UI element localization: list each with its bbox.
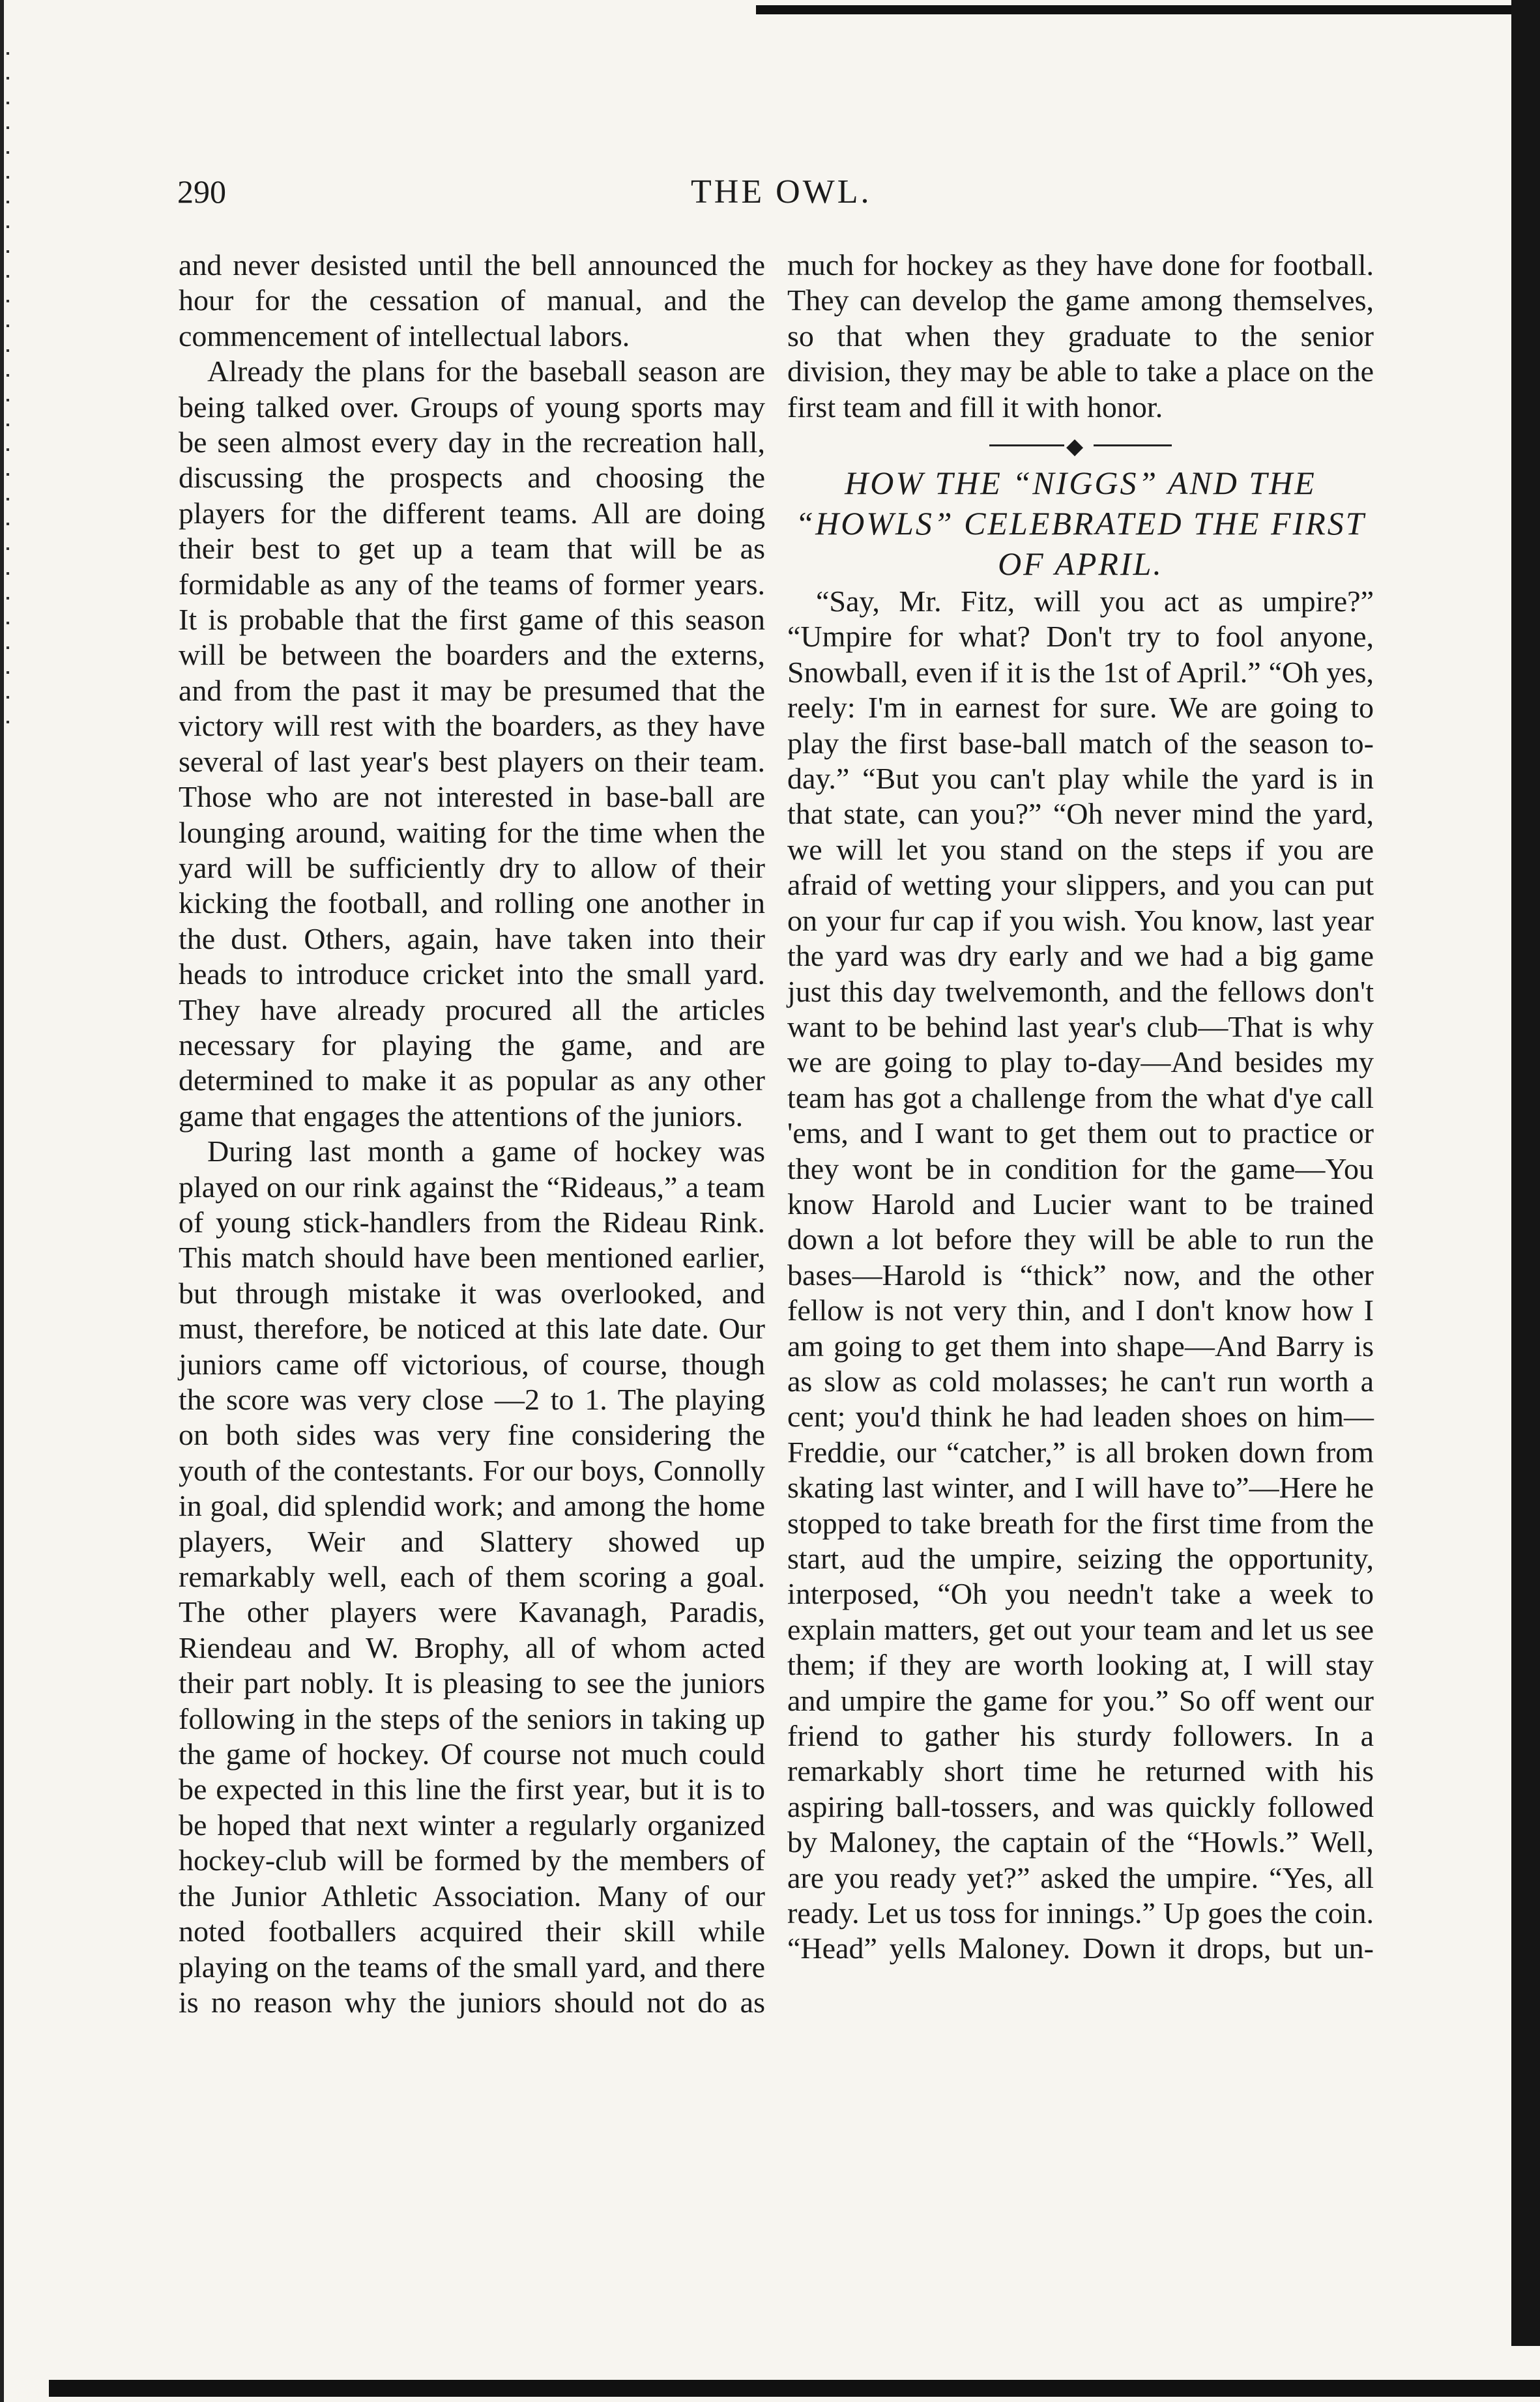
binding-marks	[7, 52, 9, 730]
section-divider	[787, 427, 1374, 463]
left-column	[179, 248, 765, 2020]
page-edge-left	[0, 0, 4, 2402]
article-title: HOW THE “NIGGS” AND THE “HOWLS” CELEBRATED THE FIRST OF APRIL.	[795, 465, 1366, 583]
page-edge-right	[1511, 0, 1540, 2346]
divider-line	[1094, 444, 1172, 446]
paragraph-continuation: much for hockey as they have done for football. They can develop the game among themselves, so that when they graduate to the senior division, they may be able to take a place on the first team and fill it with honor.	[787, 248, 1374, 424]
right-column	[787, 248, 1374, 1967]
bottom-border-rule	[49, 2380, 1540, 2397]
divider-line	[989, 444, 1064, 446]
paragraph: and never desisted until the bell announced the hour for the cessation of manual, and the commencement of intellectual labors.	[179, 248, 765, 353]
article-body: “Say, Mr. Fitz, will you act as umpire?” “Umpire for what? Don't try to fool anyone, Snowball, even if it is the 1st of April.” “Oh yes, reely: I'm in earnest for sure. We are going to play the first base-ball match of the season to-day.” “But you can't play while the yard is in that state, can you?” “Oh never mind the yard, we will let you stand on the steps if you are afraid of wetting your slippers, and you can put on your fur cap if you wish. You know, last year the yard was dry early and we had a big game just this day twelvemonth, and the fellows don't want to be behind last year's club—That is why we are going to play to-day—And besides my team has got a challenge from the what d'ye call 'ems, and I want to get them out to practice or they wont be in condition for the game—You know Harold and Lucier want to be trained down a lot before they will be able to run the bases—Harold is “thick” now, and the other fellow is not very thin, and I don't know how I am going to get them into shape—And Barry is as slow as cold molasses; he can't run worth a cent; you'd think he had leaden shoes on him—Freddie, our “catcher,” is all broken down from skating last winter, and I will have to”—Here he stopped to take breath for the first time from the start, aud the umpire, seizing the opportunity, interposed, “Oh you needn't take a week to explain matters, get out your team and let us see them; if they are worth looking at, I will stay and umpire the game for you.” So off went our friend to gather his sturdy followers. In a remarkably short time he returned with his aspiring ball-tossers, and was quickly followed by Maloney, the captain of the “Howls.” Well, are you ready yet?” asked the umpire. “Yes, all ready. Let us toss for innings.” Up goes the coin. “Head” yells Maloney. Down it drops, but un-	[787, 585, 1374, 1965]
paragraph: During last month a game of hockey was played on our rink against the “Rideaus,” a team of young stick-handlers from the Rideau Rink. This match should have been mentioned earlier, but through mistake it was overlooked, and must, therefore, be noticed at this late date. Our juniors came off victorious, of course, though the score was very close —2 to 1. The playing on both sides was very fine considering the youth of the contestants. For our boys, Connolly in goal, did splendid work; and among the home players, Weir and Slattery showed up remarkably well, each of them scoring a goal. The other players were Kavanagh, Paradis, Riendeau and W. Brophy, all of whom acted their part nobly. It is pleasing to see the juniors following in the steps of the seniors in taking up the game of hockey. Of course not much could be expected in this line the first year, but it is to be hoped that next winter a regularly organized hockey-club will be formed by the members of the Junior Athletic Association. Many of our noted footballers acquired their skill while playing on the teams of the small yard, and there is no reason why the juniors should not do as	[179, 1135, 765, 2019]
diamond-ornament-icon: ◆	[1066, 435, 1084, 459]
page-number: 290	[177, 173, 226, 210]
paragraph: Already the plans for the baseball season are being talked over. Groups of young sports may be seen almost every day in the recreation hall, discussing the prospects and choosing the players for the different teams. All are doing their best to get up a team that will be as formidable as any of the teams of former years. It is probable that the first game of this season will be between the boarders and the externs, and from the past it may be presumed that the victory will rest with the boarders, as they have several of last year's best players on their team. Those who are not interested in base-ball are lounging around, waiting for the time when the yard will be sufficiently dry to allow of their kicking the football, and rolling one another in the dust. Others, again, have taken into their heads to introduce cricket into the small yard. They have already procured all the articles necessary for playing the game, and are determined to make it as popular as any other game that engages the attentions of the juniors.	[179, 355, 765, 1133]
running-title: THE OWL.	[691, 173, 872, 210]
top-border-rule	[756, 5, 1540, 14]
